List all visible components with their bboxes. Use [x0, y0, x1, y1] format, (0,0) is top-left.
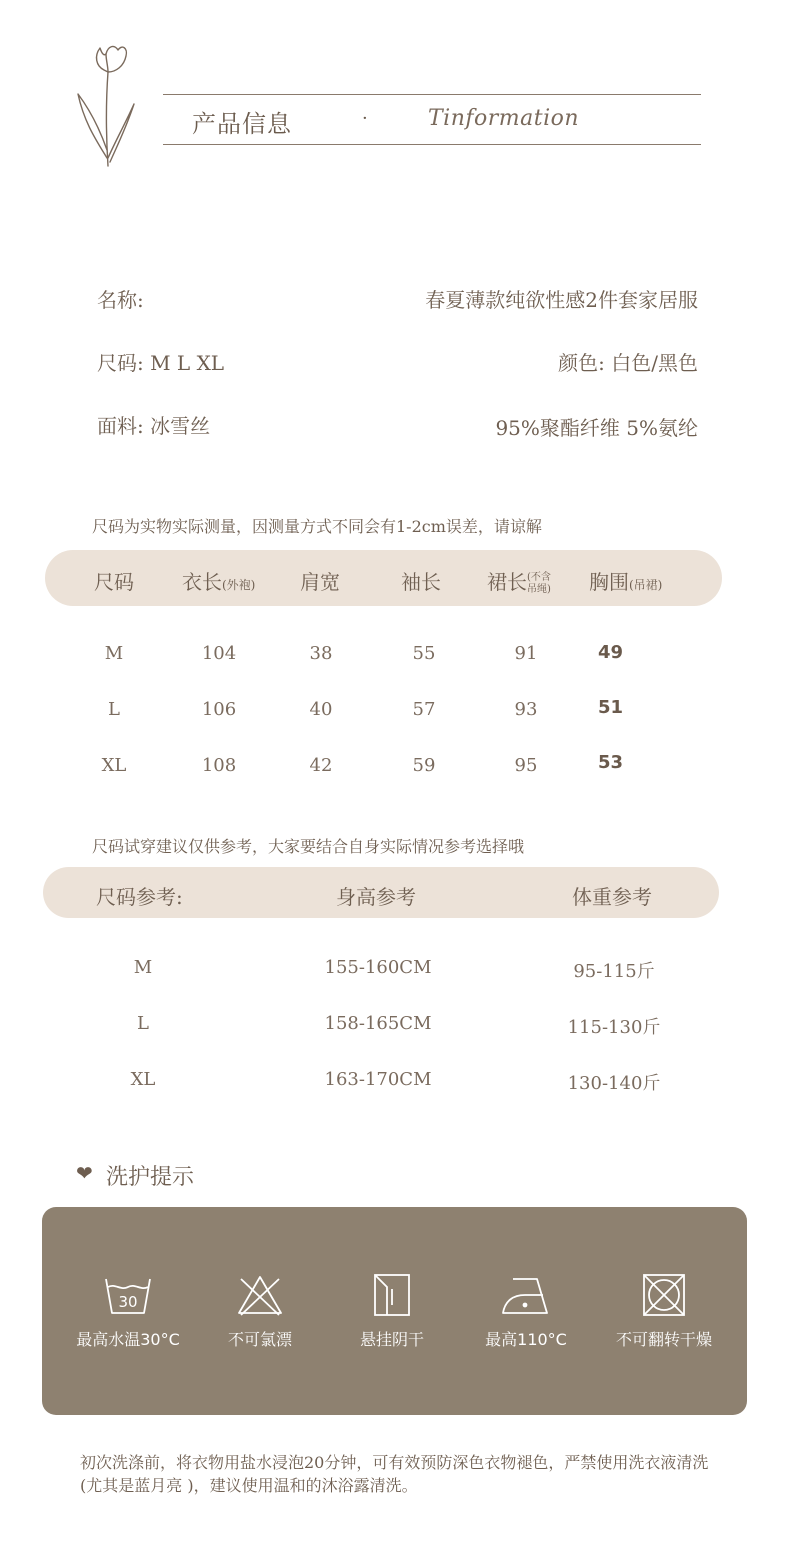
table-cell: 104: [201, 643, 237, 664]
col-header-weight-ref: 体重参考: [572, 885, 652, 909]
fit-table-note: 尺码试穿建议仅供参考，大家要结合自身实际情况参考选择哦: [92, 837, 525, 856]
table-cell: 130-140斤: [567, 1073, 661, 1094]
table-cell: 38: [309, 643, 333, 664]
care-instructions: 初次洗涤前，将衣物用盐水浸泡20分钟，可有效预防深色衣物褪色，严禁使用洗衣液清洗(尤其是蓝月亮 )，建议使用温和的沐浴露清洗。: [80, 1453, 709, 1495]
care-panel: [42, 1207, 747, 1415]
no-bleach-icon: [235, 1273, 285, 1317]
col-header-skirt-sub-2: 吊绳): [527, 583, 551, 595]
table-cell: L: [137, 1013, 149, 1034]
col-header-shoulder: 肩宽: [300, 570, 340, 594]
col-header-height-ref: 身高参考: [336, 885, 416, 909]
title-separator: ·: [362, 108, 368, 129]
section-title-en: Tinformation: [428, 106, 580, 131]
table-cell: 95: [514, 755, 538, 776]
table-cell: 95-115斤: [573, 961, 655, 982]
fabric-info: 面料: 冰雪丝: [97, 414, 211, 438]
size-table-note: 尺码为实物实际测量，因测量方式不同会有1-2cm误差，请谅解: [92, 517, 542, 536]
col-header-skirt-sub-1: (不含: [527, 571, 551, 583]
care-item-tumble: [589, 1273, 739, 1350]
table-cell: 155-160CM: [324, 957, 432, 978]
care-item-wash: [53, 1273, 203, 1350]
care-label-bleach: 不可氯漂: [227, 1330, 292, 1349]
table-cell: 158-165CM: [324, 1013, 432, 1034]
iron-110-icon: [499, 1273, 553, 1317]
care-label-wash: 最高水温30°C: [76, 1330, 180, 1349]
care-label-hang: 悬挂阴干: [359, 1330, 424, 1349]
table-cell: 49: [598, 642, 624, 663]
composition-info: 95%聚酯纤维 5%氨纶: [495, 416, 698, 440]
wash-30-icon: [103, 1273, 153, 1317]
col-header-bust-label: 胸围: [589, 570, 629, 594]
heart-icon: ❤: [76, 1161, 93, 1185]
table-cell: 163-170CM: [324, 1069, 432, 1090]
name-value: 春夏薄款纯欲性感2件套家居服: [425, 288, 698, 312]
care-label-iron: 最高110°C: [485, 1330, 567, 1349]
table-cell: XL: [130, 1069, 156, 1090]
hang-dry-shade-icon: [367, 1273, 417, 1317]
table-cell: L: [108, 699, 120, 720]
size-info: 尺码: M L XL: [97, 351, 225, 375]
table-cell: 93: [514, 699, 538, 720]
table-cell: 40: [309, 699, 333, 720]
col-header-length-sub: (外袍): [222, 578, 256, 592]
col-header-size-ref: 尺码参考:: [96, 885, 183, 909]
section-title: 产品信息: [192, 110, 292, 138]
name-label: 名称:: [97, 288, 144, 312]
col-header-bust: [589, 566, 662, 595]
table-cell: 91: [514, 643, 538, 664]
col-header-sleeve: 袖长: [401, 570, 441, 594]
col-header-skirt-label: 裙长: [487, 570, 527, 594]
table-cell: 106: [201, 699, 237, 720]
care-label-tumble: 不可翻转干燥: [615, 1330, 712, 1349]
col-header-length-label: 衣长: [182, 570, 222, 594]
wash-temp-mark: 30: [118, 1293, 138, 1311]
col-header-skirt: [487, 566, 551, 596]
table-cell: 59: [412, 755, 436, 776]
table-cell: 55: [412, 643, 436, 664]
table-cell: 115-130斤: [567, 1017, 661, 1038]
care-item-bleach: [185, 1273, 335, 1350]
table-cell: 51: [598, 697, 624, 718]
col-header-bust-sub: (吊裙): [629, 578, 663, 592]
table-cell: 57: [412, 699, 436, 720]
header-line-bottom: [163, 144, 701, 145]
table-cell: XL: [101, 755, 127, 776]
tulip-icon: [70, 40, 142, 172]
table-cell: 53: [598, 752, 624, 773]
care-item-iron: [451, 1273, 601, 1350]
header-line-top: [163, 94, 701, 95]
table-cell: 108: [201, 755, 237, 776]
care-title: 洗护提示: [106, 1165, 195, 1190]
col-header-length: [182, 566, 255, 595]
color-info: 颜色: 白色/黑色: [558, 351, 698, 375]
table-cell: M: [104, 643, 124, 664]
no-tumble-dry-icon: [639, 1273, 689, 1317]
table-cell: 42: [309, 755, 333, 776]
care-item-hang: [317, 1273, 467, 1350]
col-header-size: 尺码: [94, 570, 134, 594]
table-cell: M: [133, 957, 153, 978]
